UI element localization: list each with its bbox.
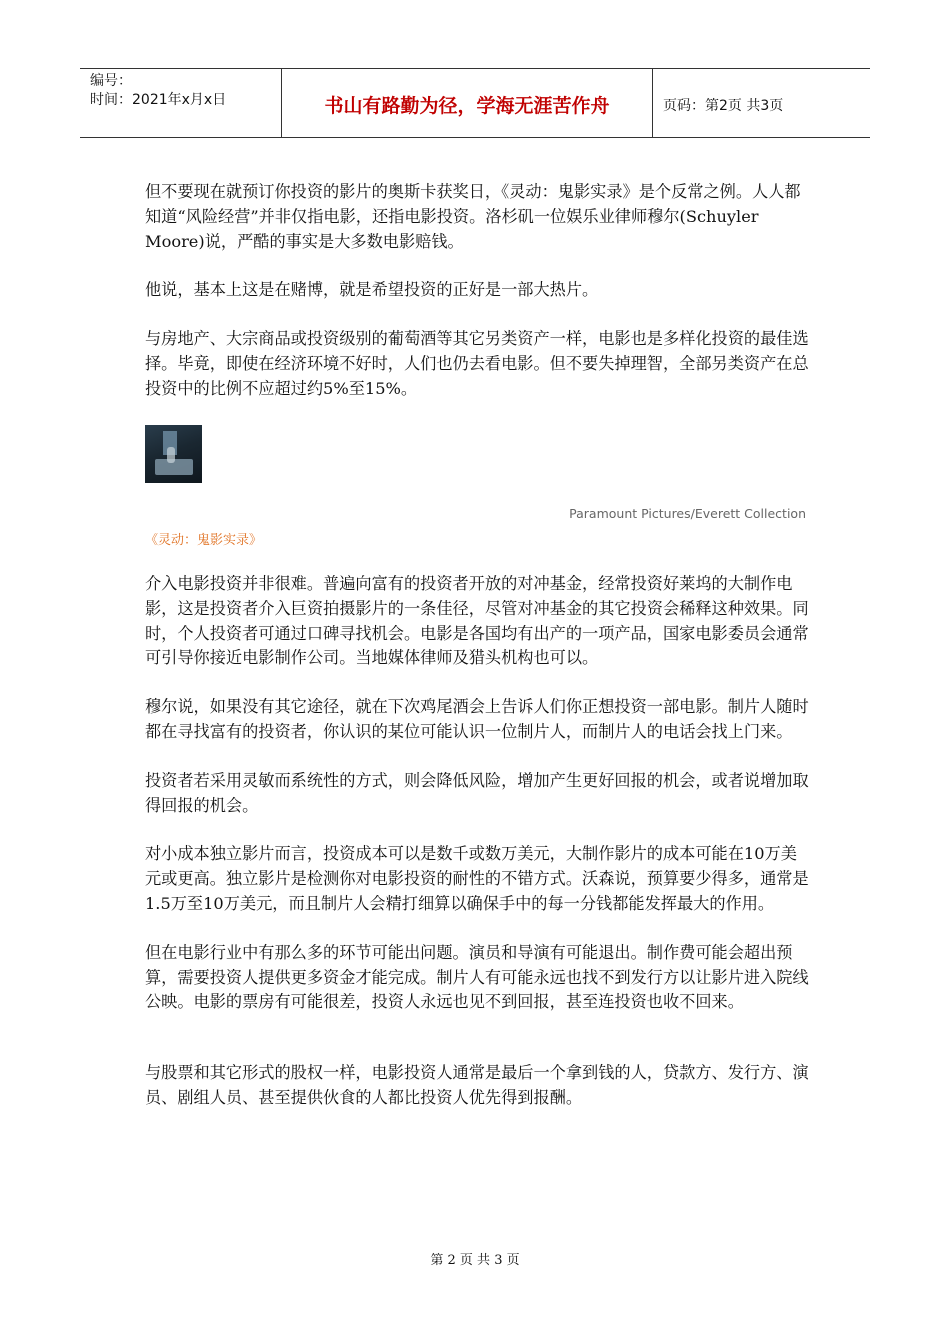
paragraph: 与房地产、大宗商品或投资级别的葡萄酒等其它另类资产一样，电影也是多样化投资的最佳选择。毕竟，即使在经济环境不好时，人们也仍去看电影。但不要失掉理智，全部另类资产在总投资中的比例不应超过约5%至15%。 (145, 329, 809, 398)
paragraph: 对小成本独立影片而言，投资成本可以是数千或数万美元，大制作影片的成本可能在10万美元或更高。独立影片是检测你对电影投资的耐性的不错方式。沃森说，预算要少得多，通常是1.5万至10万美元，而且制片人会精打细算以确保手中的每一分钱都能发挥最大的作用。 (145, 844, 809, 913)
article-body-bottom (145, 572, 810, 1111)
header-motto-cell (282, 69, 653, 137)
header-meta-cell (80, 69, 282, 137)
paragraph: 与股票和其它形式的股权一样，电影投资人通常是最后一个拿到钱的人，贷款方、发行方、演员、剧组人员、甚至提供伙食的人都比投资人优先得到报酬。 (145, 1063, 809, 1107)
header-page-cell (653, 69, 870, 137)
document-number-label: 编号： (90, 73, 132, 89)
paragraph: 他说，基本上这是在赌博，就是希望投资的正好是一部大热片。 (145, 280, 599, 300)
document-header (80, 68, 870, 138)
image-credit: Paramount Pictures/Everett Collection (569, 506, 806, 521)
header-motto: 书山有路勤为径，学海无涯苦作舟 (324, 95, 610, 117)
article-body-top (145, 180, 810, 402)
paragraph: 但在电影行业中有那么多的环节可能出问题。演员和导演有可能退出。制作费可能会超出预算，需要投资人提供更多资金才能完成。制片人有可能永远也找不到发行方以让影片进入院线公映。电影的票房有可能很差，投资人永远也见不到回报，甚至连投资也收不回来。 (145, 942, 809, 1012)
movie-still-image (145, 425, 202, 483)
paragraph: 投资者若采用灵敏而系统性的方式，则会降低风险，增加产生更好回报的机会，或者说增加取得回报的机会。 (145, 770, 809, 815)
paragraph: 但不要现在就预订你投资的影片的奥斯卡获奖日，《灵动：鬼影实录》是个反常之例。人人都知道“风险经营”并非仅指电影，还指电影投资。洛杉矶一位娱乐业律师穆尔(Schuyler Moore)说，严酷的事实是大多数电影赔钱。 (145, 182, 801, 251)
image-caption: 《灵动：鬼影实录》 (145, 533, 263, 548)
document-date: 时间：2021年x月x日 (90, 92, 227, 108)
paragraph: 穆尔说，如果没有其它途径，就在下次鸡尾酒会上告诉人们你正想投资一部电影。制片人随时都在寻找富有的投资者，你认识的某位可能认识一位制片人，而制片人的电话会找上门来。 (145, 697, 809, 741)
header-page-info: 页码：第2页 共3页 (663, 98, 784, 114)
paragraph: 介入电影投资并非很难。普遍向富有的投资者开放的对冲基金，经常投资好莱坞的大制作电影，这是投资者介入巨资拍摄影片的一条佳径，尽管对冲基金的其它投资会稀释这种效果。同时，个人投资者可通过口碑寻找机会。电影是各国均有出产的一项产品，国家电影委员会通常可引导你接近电影制作公司。当地媒体律师及猎头机构也可以。 (145, 574, 809, 668)
page-footer: 第 2 页 共 3 页 (430, 1253, 520, 1268)
